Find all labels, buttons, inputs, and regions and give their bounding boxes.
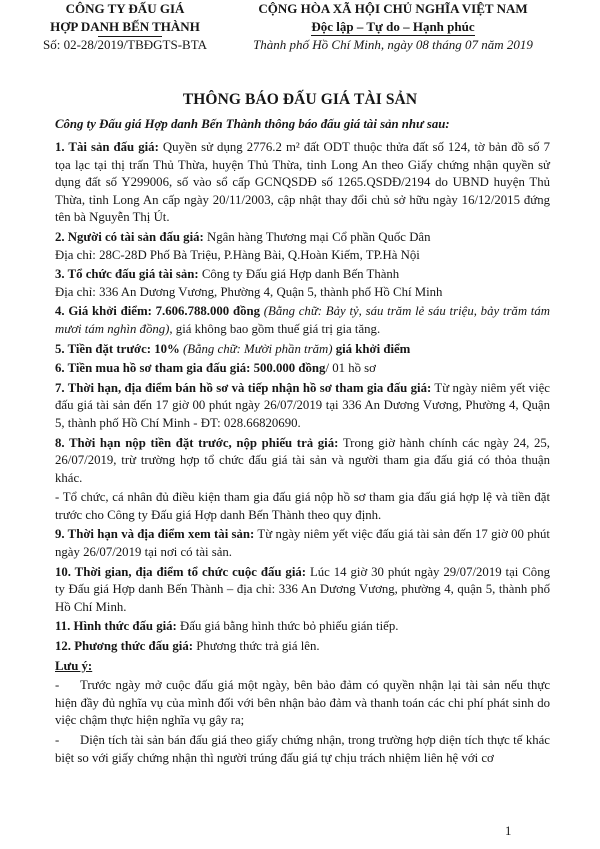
item-label: 2. Người có tài sản đấu giá: (55, 229, 204, 244)
note-text: Trước ngày mở cuộc đấu giá một ngày, bên bảo đảm có quyền nhận lại tài sản nếu thực hiện đầy đủ nghĩa vụ của mình đối với bên nhận bảo đảm và thanh toán các chi phí phát sinh do việc chậm thực hiện nghĩa vụ gây ra; (55, 678, 550, 728)
page-number: 1 (505, 824, 512, 838)
item-8-note: - Tổ chức, cá nhân đủ điều kiện tham gia đấu giá nộp hồ sơ tham gia đấu giá hợp lệ và tiền đặt trước cho Công ty Đấu giá Hợp danh Bến Thành theo quy định. (55, 490, 550, 522)
company-name-line1: CÔNG TY ĐẤU GIÁ (65, 1, 185, 16)
item-label: 1. Tài sản đấu giá: (55, 140, 159, 154)
item-text: Quyền sử dụng 2776.2 m² đất ODT thuộc thửa đất số 124, tờ bản đồ số 7 tọa lạc tại thị trấn Thủ Thừa, huyện Thủ Thừa, tỉnh Long An theo Giấy chứng nhận quyền sử dụng đất số Y299006, số vào sổ cấp GCNQSDĐ số 1265.QSDĐ/2194 do UBND huyện Thủ Thừa, tỉnh Long An cấp ngày 20/11/2003, cập nhật thay đổi chủ sở hữu ngày 16/12/2015 đứng tên bà Nguyễn Thị Út. (55, 140, 550, 225)
item-10-auction-time-place (55, 564, 550, 617)
item-label: 11. Hình thức đấu giá: (55, 619, 177, 634)
item-5-deposit (55, 341, 550, 359)
item-2-owner (55, 229, 550, 264)
item-11-auction-form (55, 618, 550, 636)
national-motto: Độc lập – Tự do – Hạnh phúc (311, 19, 475, 34)
item-suffix: giá khởi điểm (335, 341, 411, 356)
item-3-organizer (55, 266, 550, 301)
item-label: 4. Giá khởi điểm: 7.606.788.000 đồng (55, 304, 260, 319)
item-label: 8. Thời hạn nộp tiền đặt trước, nộp phiếu trả giá: (55, 435, 339, 450)
item-label: 6. Tiền mua hồ sơ tham gia đấu giá: 500.000 đồng (55, 361, 326, 376)
item-4-starting-price (55, 303, 550, 338)
item-text: Ngân hàng Thương mại Cổ phần Quốc Dân (207, 229, 431, 244)
item-12-auction-method (55, 638, 550, 656)
item-1-asset (55, 139, 550, 227)
document-title: THÔNG BÁO ĐẤU GIÁ TÀI SẢN (182, 91, 418, 108)
note-entry (55, 677, 550, 730)
place-and-date: Thành phố Hồ Chí Minh, ngày 08 tháng 07 năm 2019 (253, 37, 533, 52)
notes-heading-text: Lưu ý: (55, 658, 93, 673)
note-bullet: - (55, 733, 60, 747)
intro-line: Công ty Đấu giá Hợp danh Bến Thành thông báo đấu giá tài sản như sau: (55, 117, 450, 131)
item-label: 10. Thời gian, địa điểm tổ chức cuộc đấu giá: (55, 564, 307, 579)
owner-address: Địa chỉ: 28C-28D Phố Bà Triệu, P.Hàng Bài, Q.Hoàn Kiếm, TP.Hà Nội (55, 247, 420, 262)
note-bullet: - (55, 678, 60, 693)
item-text: Từ ngày niêm yết việc đấu giá tài sản đến 17 giờ 00 phút ngày 26/07/2019 tại nơi có tài sản. (55, 527, 550, 560)
item-text: , giá không bao gồm thuế giá trị gia tăng. (169, 321, 381, 336)
document-number: Số: 02-28/2019/TBĐGTS-BTA (43, 37, 207, 52)
item-9-viewing (55, 526, 550, 561)
item-text: / 01 hồ sơ (325, 361, 376, 376)
item-text: Đấu giá bằng hình thức bỏ phiếu gián tiếp. (180, 619, 399, 634)
note-entry (55, 732, 550, 767)
item-7-dossier-sale (55, 380, 550, 433)
nation-name: CỘNG HÒA XÃ HỘI CHỦ NGHĨA VIỆT NAM (258, 1, 528, 16)
amount-in-words: (Bằng chữ: Bảy tỷ, sáu trăm lẻ sáu triệu, bảy trăm tám mươi tám nghìn đồng) (55, 304, 551, 336)
notes-heading (55, 658, 550, 676)
company-name-line2: HỢP DANH BẾN THÀNH (50, 19, 200, 34)
item-text: Trong giờ hành chính các ngày 24, 25, 26/07/2019, trừ trường hợp tổ chức đấu giá tài sản và người tham gia đấu giá có thỏa thuận khác. (55, 435, 550, 485)
company-underline-divider (98, 36, 162, 37)
item-text: Từ ngày niêm yết việc đấu giá tài sản đến 17 giờ 00 phút ngày 26/07/2019 tại 336 An Dương Vương, Phường 4, Quận 5, thành phố Hồ Chí Minh - ĐT: 028.66820690. (55, 380, 550, 430)
item-text: Lúc 14 giờ 30 phút ngày 29/07/2019 tại Công ty Đấu giá Hợp danh Bến Thành – địa chỉ: 336 An Dương Vương, phường 4, quận 5, thành phố Hồ Chí Minh. (55, 564, 550, 614)
item-label: 12. Phương thức đấu giá: (55, 639, 193, 654)
item-6-dossier-fee (55, 360, 550, 378)
item-text: Phương thức trả giá lên. (196, 639, 320, 654)
item-label: 9. Thời hạn và địa điểm xem tài sản: (55, 527, 255, 542)
item-8-deposit-deadline (55, 435, 550, 488)
item-label: 3. Tổ chức đấu giá tài sản: (55, 267, 199, 282)
item-text: Công ty Đấu giá Hợp danh Bến Thành (201, 267, 400, 282)
issuer-block (10, 0, 240, 54)
item-label: 5. Tiền đặt trước: 10% (55, 341, 180, 356)
amount-in-words: (Bằng chữ: Mười phần trăm) (183, 341, 333, 356)
organizer-address: Địa chỉ: 336 An Dương Vương, Phường 4, Quận 5, thành phố Hồ Chí Minh (55, 284, 443, 299)
item-label: 7. Thời hạn, địa điểm bán hồ sơ và tiếp nhận hồ sơ tham gia đấu giá: (55, 380, 432, 395)
national-heading-block (245, 0, 541, 54)
note-text: Diện tích tài sản bán đấu giá theo giấy chứng nhận, trong trường hợp diện tích thực tế khác biệt so với giấy chứng nhận thì người trúng đấu giá tự chịu trách nhiệm liên hệ với cơ (55, 733, 550, 765)
notice-body (55, 139, 550, 769)
